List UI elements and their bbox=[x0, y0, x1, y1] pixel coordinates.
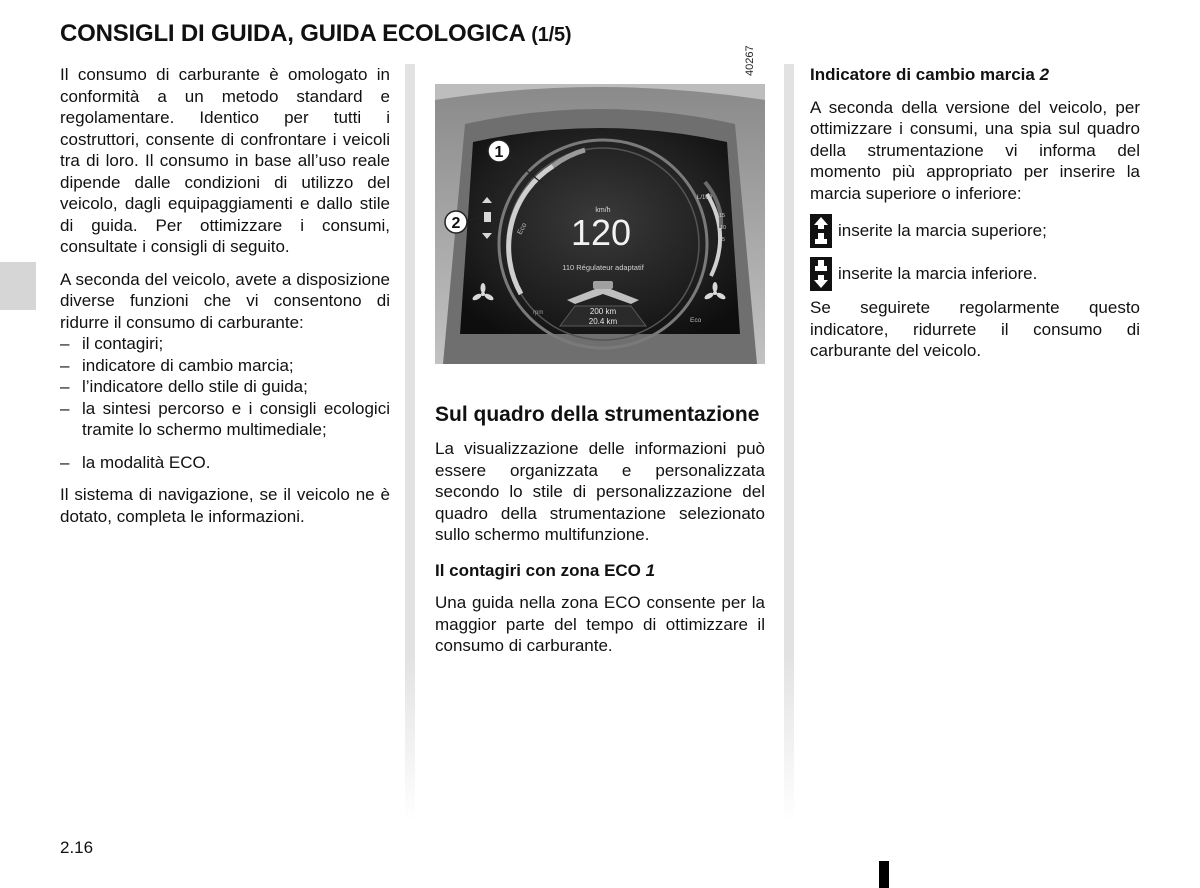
list-item: – il contagiri; bbox=[60, 333, 390, 355]
subheading-text: Indicatore di cambio marcia bbox=[810, 65, 1035, 84]
print-mark bbox=[879, 861, 889, 888]
gear-down-line bbox=[810, 257, 1140, 291]
column-left bbox=[60, 64, 390, 527]
list-item: – la sintesi percorso e i consigli ecologici tramite lo schermo multimediale; bbox=[60, 398, 390, 441]
speed-value: 120 bbox=[570, 212, 632, 253]
eco-zone-paragraph: Una guida nella zona ECO consente per la maggior parte del tempo di ottimizzare il consumo di carburante. bbox=[435, 593, 765, 655]
page-part: (1/5) bbox=[531, 24, 572, 46]
trip-consumption: 20.4 km bbox=[588, 317, 618, 326]
speed-unit: km/h bbox=[595, 207, 611, 214]
subheading-ref: 1 bbox=[645, 560, 656, 580]
callout-2: 2 bbox=[451, 215, 461, 232]
cluster-paragraph: La visualizzazione delle informazioni può essere organizzata e personalizzata secondo lo stile di personalizzazione del quadro della strumentazione selezionato sullo schermo multifunzione. bbox=[435, 439, 765, 544]
consumption-unit: L/100 bbox=[697, 195, 713, 201]
gear-up-text: inserite la marcia superiore; bbox=[838, 221, 1047, 241]
consumption-scale-10: 10 bbox=[720, 225, 727, 231]
gear-up-icon bbox=[810, 214, 832, 248]
page-number: 2.16 bbox=[60, 838, 94, 857]
gear-indicator-paragraph: A seconda della versione del veicolo, per ottimizzare i consumi, una spia sul quadro della strumentazione vi informa del momento più appropriato per inserire la marcia superiore o inferiore: bbox=[810, 97, 1140, 203]
section-heading: Sul quadro della strumentazione bbox=[435, 403, 760, 426]
consumption-scale-5: 5 bbox=[722, 237, 726, 243]
rpm-label: rpm bbox=[533, 310, 544, 316]
intro-paragraph: Il consumo di carburante è omologato in conformità a un metodo standard e regolamentare. Identico per tutti i costruttori, consente di confrontare i veicoli tra di loro. Il consumo in base all’uso reale dipende dalle condizioni di utilizzo del veicolo, dagli equipaggiamenti e dallo stile di guida. Per ottimizzare i consumi, consultate i consigli di seguito. bbox=[60, 65, 390, 256]
eco-mode-label: Eco bbox=[690, 317, 702, 324]
column-separator bbox=[784, 64, 794, 822]
subheading-eco-rev-counter bbox=[435, 560, 765, 582]
functions-paragraph: A seconda del veicolo, avete a disposizione diverse funzioni che vi consentono di ridurre il consumo di carburante: bbox=[60, 269, 390, 332]
cruise-control-text: 110 Régulateur adaptatif bbox=[562, 263, 644, 272]
instrument-cluster-illustration bbox=[435, 64, 765, 374]
eco-zone-label: Eco bbox=[516, 222, 529, 236]
instrument-cluster-figure bbox=[435, 64, 765, 374]
list-item: – indicatore di cambio marcia; bbox=[60, 355, 390, 377]
page-title bbox=[60, 20, 571, 48]
functions-list bbox=[60, 333, 390, 473]
list-item: – l’indicatore dello stile di guida; bbox=[60, 376, 390, 398]
subheading-gear-indicator bbox=[810, 64, 1140, 86]
figure-code: 40267 bbox=[744, 45, 756, 76]
page-title-text: CONSIGLI DI GUIDA, GUIDA ECOLOGICA bbox=[60, 20, 525, 47]
trip-distance: 200 km bbox=[589, 307, 617, 316]
subheading-ref: 2 bbox=[1039, 65, 1050, 84]
column-separator bbox=[405, 64, 415, 822]
callout-1: 1 bbox=[494, 144, 504, 161]
follow-indicator-paragraph: Se seguirete regolarmente questo indicatore, ridurrete il consumo di carburante del veicolo. bbox=[810, 298, 1140, 360]
gear-up-line bbox=[810, 214, 1140, 248]
consumption-scale-15: 15 bbox=[719, 213, 726, 219]
chapter-tab bbox=[0, 262, 36, 310]
gear-down-text: inserite la marcia inferiore. bbox=[838, 264, 1038, 284]
column-right bbox=[810, 64, 1140, 362]
list-item: – la modalità ECO. bbox=[60, 452, 390, 474]
subheading-text: Il contagiri con zona ECO bbox=[435, 560, 641, 580]
column-middle bbox=[435, 402, 765, 657]
gear-down-icon bbox=[810, 257, 832, 291]
navigation-paragraph: Il sistema di navigazione, se il veicolo ne è dotato, completa le informazioni. bbox=[60, 485, 390, 526]
